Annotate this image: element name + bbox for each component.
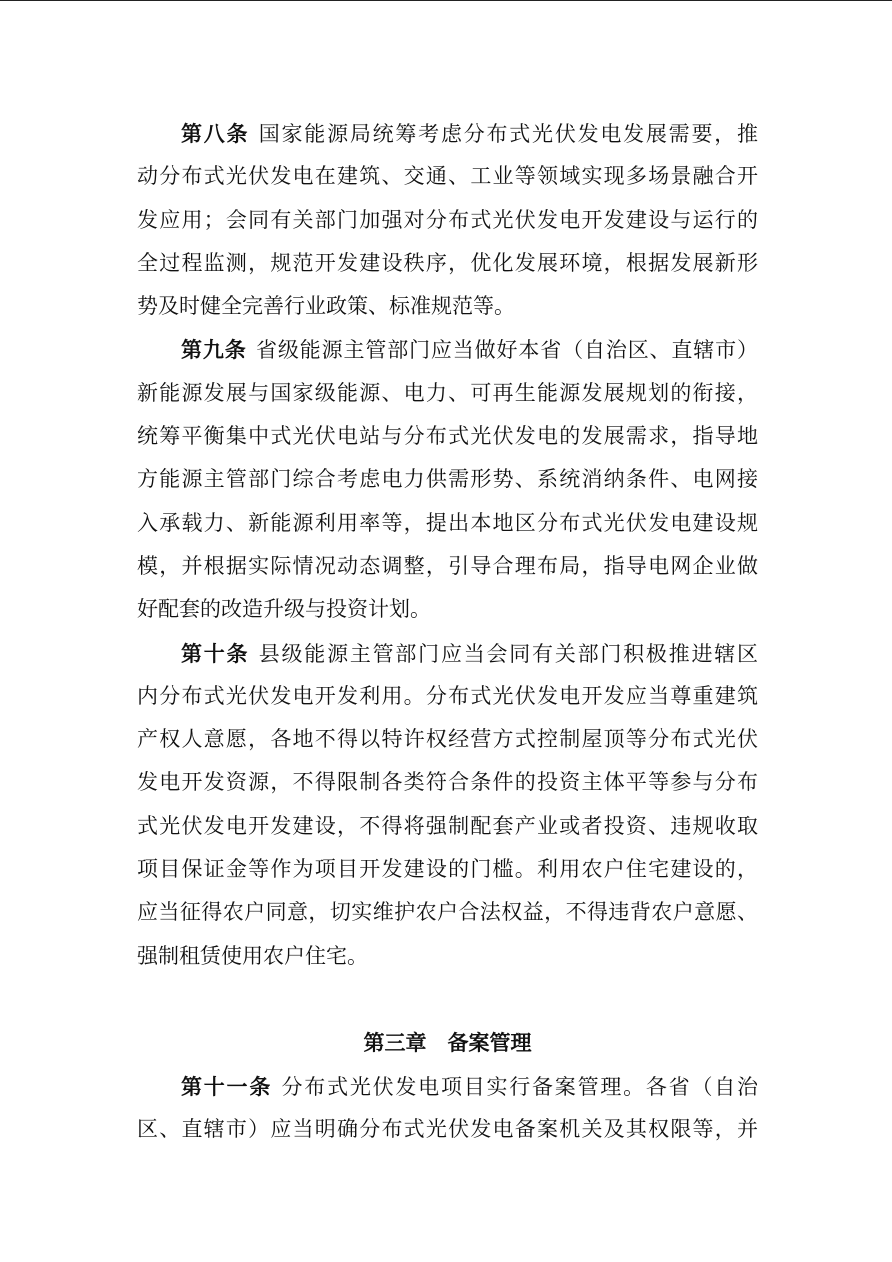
- paragraph-text: 省级能源主管部门应当做好本省（自治区、直辖市）: [256, 338, 758, 363]
- paragraph-line: 全过程监测，规范开发建设秩序，优化发展环境，根据发展新形: [137, 250, 758, 275]
- document-body: [137, 112, 758, 1151]
- paragraph-line: 新能源发展与国家级能源、电力、可再生能源发展规划的衔接，: [137, 380, 758, 405]
- blank-line: [137, 978, 758, 1021]
- paragraph-line: [137, 632, 758, 675]
- paragraph-line: 好配套的改造升级与投资计划。: [137, 597, 431, 622]
- article-paragraph: [137, 328, 758, 631]
- paragraph-line: 模，并根据实际情况动态调整，引导合理布局，指导电网企业做: [137, 553, 758, 578]
- article-paragraph: [137, 1065, 758, 1152]
- article-number: 第十一条: [181, 1073, 273, 1099]
- paragraph-line: 势及时健全完善行业政策、标准规范等。: [137, 294, 515, 319]
- paragraph-line: [137, 1065, 758, 1108]
- article-number: 第八条: [181, 121, 250, 146]
- paragraph-text: 国家能源局统筹考虑分布式光伏发电发展需要，推: [258, 122, 758, 146]
- paragraph-line: 式光伏发电开发建设，不得将强制配套产业或者投资、违规收取: [137, 813, 758, 838]
- paragraph-line: 内分布式光伏发电开发利用。分布式光伏发电开发应当尊重建筑: [137, 683, 758, 708]
- paragraph-line: 产权人意愿，各地不得以特许权经营方式控制屋顶等分布式光伏: [137, 727, 758, 752]
- paragraph-line: 强制租赁使用农户住宅。: [137, 943, 368, 968]
- chapter-heading: 第三章 备案管理: [363, 1030, 532, 1056]
- article-number: 第九条: [181, 337, 247, 363]
- paragraph-line: 统筹平衡集中式光伏电站与分布式光伏发电的发展需求，指导地: [137, 424, 758, 449]
- paragraph-line: [137, 328, 758, 371]
- paragraph-line: 发电开发资源，不得限制各类符合条件的投资主体平等参与分布: [137, 770, 758, 795]
- article-paragraph: [137, 112, 758, 328]
- paragraph-text: 县级能源主管部门应当会同有关部门积极推进辖区: [258, 641, 758, 666]
- paragraph-line: 应当征得农户同意，切实维护农户合法权益，不得违背农户意愿、: [137, 900, 758, 925]
- paragraph-line: 入承载力、新能源利用率等，提出本地区分布式光伏发电建设规: [137, 510, 758, 535]
- paragraph-line: 项目保证金等作为项目开发建设的门槛。利用农户住宅建设的，: [137, 857, 758, 882]
- paragraph-line: 区、直辖市）应当明确分布式光伏发电备案机关及其权限等，并: [137, 1116, 758, 1141]
- paragraph-line: 动分布式光伏发电在建筑、交通、工业等领域实现多场景融合开: [137, 164, 758, 189]
- article-paragraph: [137, 632, 758, 978]
- paragraph-text: 分布式光伏发电项目实行备案管理。各省（自治: [281, 1074, 758, 1099]
- paragraph-line: 发应用；会同有关部门加强对分布式光伏发电开发建设与运行的: [137, 207, 758, 232]
- paragraph-line: [137, 112, 758, 155]
- article-number: 第十条: [181, 640, 250, 666]
- top-border-line: [0, 0, 892, 1]
- paragraph-line: 方能源主管部门综合考虑电力供需形势、系统消纳条件、电网接: [137, 467, 758, 492]
